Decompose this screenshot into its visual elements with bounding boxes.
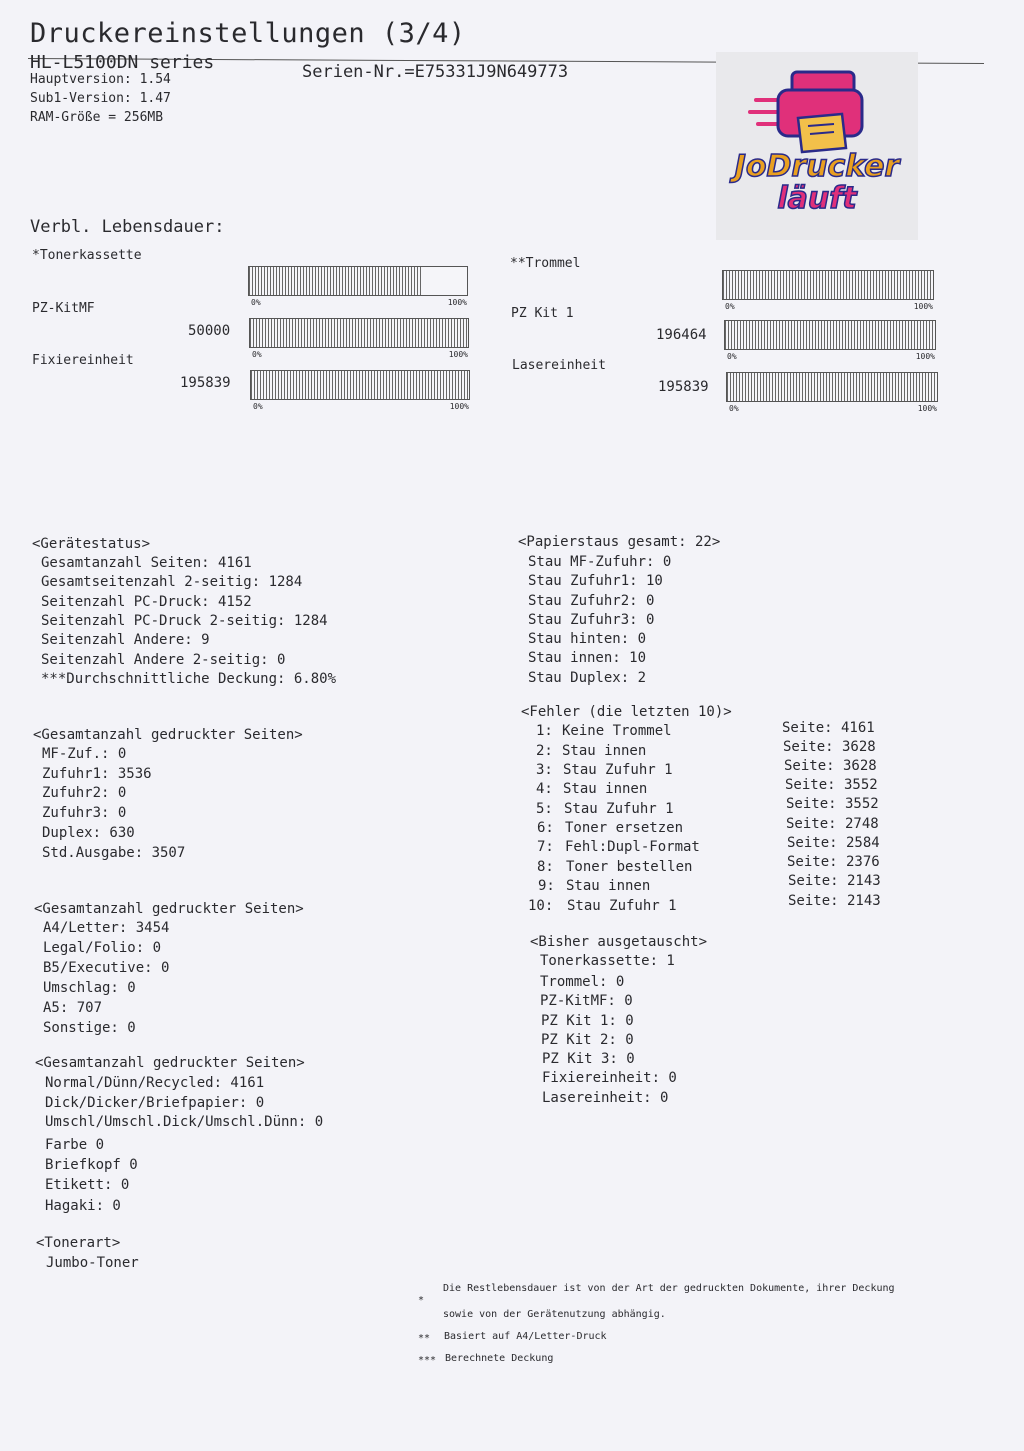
jam-line: Stau Zufuhr3: 0 (528, 612, 655, 628)
main-version: Hauptversion: 1.54 (30, 72, 171, 87)
replaced-line: Tonerkassette: 1 (540, 953, 675, 969)
replaced-line: PZ-KitMF: 0 (540, 993, 633, 1009)
error-text: Toner bestellen (566, 859, 693, 875)
status-heading: <Gerätestatus> (32, 536, 151, 552)
sub-version: Sub1-Version: 1.47 (30, 91, 171, 106)
printed-size-line: Sonstige: 0 (43, 1020, 136, 1036)
printed-tray-line: Zufuhr3: 0 (42, 805, 127, 821)
error-page: Seite: 3628 (783, 739, 876, 755)
scale-end: 100% (449, 402, 469, 411)
replaced-line: Trommel: 0 (540, 974, 625, 990)
scale-end: 100% (447, 298, 467, 307)
printed-tray-line: Std.Ausgabe: 3507 (42, 845, 186, 861)
footnote-1-line1: Die Restlebensdauer ist von der Art der gedruckten Dokumente, ihrer Deckung (443, 1283, 895, 1294)
footnote-3: Berechnete Deckung (445, 1353, 554, 1364)
error-page: Seite: 3628 (784, 758, 877, 774)
error-index: 5: (536, 801, 553, 817)
life-bar-fuser (250, 370, 470, 411)
scale-start: 0% (251, 298, 261, 307)
error-text: Keine Trommel (562, 723, 672, 739)
printed-size-line: Legal/Folio: 0 (43, 940, 162, 956)
printed-media-line: Dick/Dicker/Briefpapier: 0 (45, 1095, 265, 1111)
status-line: Gesamtseitenzahl 2-seitig: 1284 (41, 574, 303, 590)
error-page: Seite: 2143 (788, 893, 881, 909)
life-count-laser: 195839 (658, 379, 709, 395)
serial-number: Serien-Nr.=E75331J9N649773 (302, 62, 569, 82)
printed-size-heading: <Gesamtanzahl gedruckter Seiten> (34, 901, 304, 917)
life-count-fuser: 195839 (180, 375, 231, 391)
printer-logo-icon (716, 52, 918, 240)
printed-media-heading: <Gesamtanzahl gedruckter Seiten> (35, 1055, 305, 1071)
life-heading: Verbl. Lebensdauer: (30, 217, 225, 237)
error-text: Fehl:Dupl-Format (565, 839, 700, 855)
error-index: 6: (537, 820, 554, 836)
error-text: Stau innen (563, 781, 648, 797)
status-line: ***Durchschnittliche Deckung: 6.80% (41, 671, 337, 687)
life-bar-drum (722, 270, 934, 311)
errors-heading: <Fehler (die letzten 10)> (521, 704, 732, 720)
logo-line2: läuft (777, 181, 857, 216)
scale-start: 0% (252, 350, 262, 359)
scale-end: 100% (913, 302, 933, 311)
model-name: HL-L5100DN series (30, 52, 215, 73)
replaced-line: PZ Kit 3: 0 (542, 1051, 635, 1067)
printed-media-line: Umschl/Umschl.Dick/Umschl.Dünn: 0 (45, 1114, 324, 1130)
scale-end: 100% (915, 352, 935, 361)
toner-type-value: Jumbo-Toner (46, 1255, 139, 1271)
printed-tray-line: Zufuhr1: 3536 (42, 766, 152, 782)
error-text: Toner ersetzen (565, 820, 684, 836)
replaced-line: Fixiereinheit: 0 (542, 1070, 677, 1086)
error-page: Seite: 4161 (782, 720, 875, 736)
printed-media-line: Normal/Dünn/Recycled: 4161 (45, 1075, 265, 1091)
footnote-1-line2: sowie von der Gerätenutzung abhängig. (443, 1309, 666, 1320)
life-count-pzkitmf: 50000 (188, 323, 231, 339)
status-line: Seitenzahl Andere 2-seitig: 0 (41, 652, 286, 668)
status-line: Seitenzahl Andere: 9 (41, 632, 210, 648)
jam-line: Stau hinten: 0 (528, 631, 647, 647)
jams-heading: <Papierstaus gesamt: 22> (518, 534, 721, 550)
error-index: 1: (536, 723, 553, 739)
life-label-pzkit1: PZ Kit 1 (511, 306, 574, 321)
life-bar-fill (250, 319, 468, 347)
error-index: 8: (537, 859, 554, 875)
jam-line: Stau MF-Zufuhr: 0 (528, 554, 672, 570)
life-label-laser: Lasereinheit (512, 358, 606, 373)
replaced-heading: <Bisher ausgetauscht> (530, 934, 708, 950)
replaced-line: PZ Kit 1: 0 (541, 1013, 634, 1029)
life-bar-fill (723, 271, 933, 299)
replaced-line: PZ Kit 2: 0 (541, 1032, 634, 1048)
life-label-fuser: Fixiereinheit (32, 353, 134, 368)
ram-size: RAM-Größe = 256MB (30, 110, 164, 125)
printed-media-line: Briefkopf 0 (45, 1157, 138, 1173)
status-line: Seitenzahl PC-Druck 2-seitig: 1284 (41, 613, 328, 629)
error-text: Stau Zufuhr 1 (564, 801, 674, 817)
printed-media-line: Etikett: 0 (45, 1177, 130, 1193)
error-index: 2: (536, 743, 553, 759)
footnote-mark: * (418, 1295, 425, 1306)
toner-type-heading: <Tonerart> (36, 1235, 121, 1251)
status-line: Seitenzahl PC-Druck: 4152 (41, 594, 252, 610)
replaced-line: Lasereinheit: 0 (542, 1090, 669, 1106)
scale-start: 0% (253, 402, 263, 411)
scale-end: 100% (448, 350, 468, 359)
scale-start: 0% (729, 404, 739, 413)
footnote-mark: *** (418, 1355, 437, 1366)
error-index: 7: (537, 839, 554, 855)
life-label-pzkitmf: PZ-KitMF (32, 301, 95, 316)
life-bar-fill (249, 267, 423, 295)
jam-line: Stau Zufuhr2: 0 (528, 593, 655, 609)
life-bar-pzkitmf (249, 318, 469, 359)
error-index: 9: (538, 878, 555, 894)
jodrucker-logo (716, 52, 918, 240)
printed-tray-line: Duplex: 630 (42, 825, 135, 841)
life-count-pzkit1: 196464 (656, 327, 707, 343)
jam-line: Stau Duplex: 2 (528, 670, 647, 686)
printed-size-line: Umschlag: 0 (43, 980, 136, 996)
logo-line1: JoDrucker (734, 149, 900, 184)
footnote-mark: ** (418, 1333, 431, 1344)
error-text: Stau Zufuhr 1 (563, 762, 673, 778)
life-bar-laser (726, 372, 938, 413)
life-label-toner: *Tonerkassette (32, 248, 142, 263)
scale-start: 0% (725, 302, 735, 311)
error-page: Seite: 3552 (785, 777, 878, 793)
printed-tray-line: MF-Zuf.: 0 (42, 746, 127, 762)
printed-media-line: Hagaki: 0 (45, 1198, 121, 1214)
error-page: Seite: 3552 (786, 796, 879, 812)
printed-tray-line: Zufuhr2: 0 (42, 785, 127, 801)
error-page: Seite: 2143 (788, 873, 881, 889)
printed-media-line: Farbe 0 (45, 1137, 105, 1153)
printed-size-line: A5: 707 (43, 1000, 103, 1016)
jam-line: Stau innen: 10 (528, 650, 647, 666)
status-line: Gesamtanzahl Seiten: 4161 (41, 555, 252, 571)
printed-tray-heading: <Gesamtanzahl gedruckter Seiten> (33, 727, 303, 743)
life-bar-toner (248, 266, 468, 307)
error-page: Seite: 2376 (787, 854, 880, 870)
life-label-drum: **Trommel (510, 256, 581, 271)
error-text: Stau innen (562, 743, 647, 759)
page-title: Druckereinstellungen (3/4) (30, 18, 466, 49)
error-text: Stau Zufuhr 1 (567, 898, 677, 914)
error-page: Seite: 2584 (787, 835, 880, 851)
scale-end: 100% (917, 404, 937, 413)
error-index: 4: (536, 781, 553, 797)
printed-size-line: A4/Letter: 3454 (43, 920, 170, 936)
error-index: 10: (528, 898, 554, 914)
error-text: Stau innen (566, 878, 651, 894)
error-index: 3: (536, 762, 553, 778)
scale-start: 0% (727, 352, 737, 361)
life-bar-pzkit1 (724, 320, 936, 361)
printed-size-line: B5/Executive: 0 (43, 960, 170, 976)
error-page: Seite: 2748 (786, 816, 879, 832)
life-bar-fill (727, 373, 937, 401)
life-bar-fill (251, 371, 469, 399)
life-bar-fill (725, 321, 935, 349)
jam-line: Stau Zufuhr1: 10 (528, 573, 663, 589)
footnote-2: Basiert auf A4/Letter-Druck (444, 1331, 607, 1342)
